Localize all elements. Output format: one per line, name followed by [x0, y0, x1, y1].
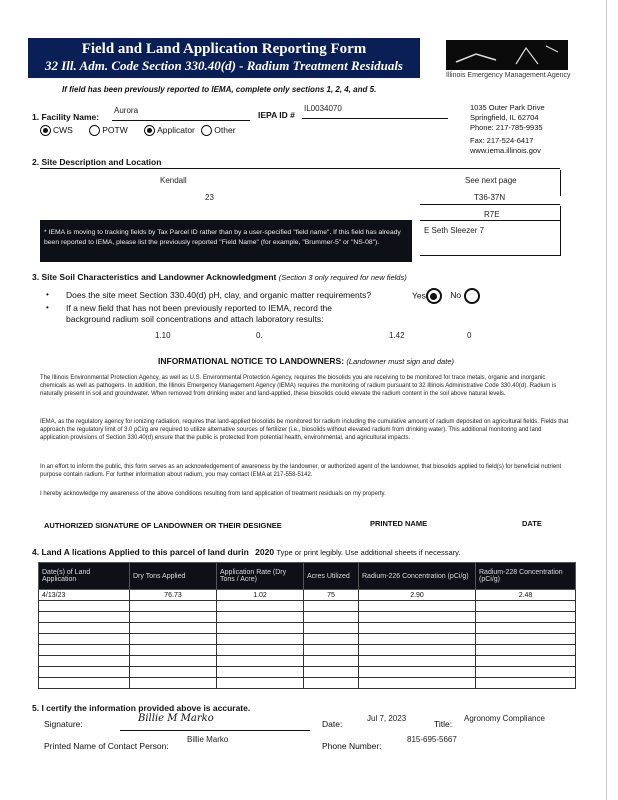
- table-cell[interactable]: [476, 601, 576, 612]
- phone-value[interactable]: 815-695-5667: [407, 735, 457, 744]
- soil-value-3[interactable]: 1.42: [389, 331, 405, 340]
- form-instructions: If field has been previously reported to IEMA, complete only sections 1, 2, 4, and 5.: [62, 85, 377, 94]
- col-app-rate: Application Rate (Dry Tons / Acre): [217, 563, 304, 590]
- form-title: Field and Land Application Reporting Form: [81, 41, 367, 57]
- phone-label: Phone Number:: [322, 741, 382, 751]
- section4-heading-note: Type or print legibly. Use additional sheets if necessary.: [276, 548, 461, 557]
- table-cell[interactable]: 75: [304, 590, 359, 601]
- table-cell[interactable]: [359, 656, 476, 667]
- table-cell[interactable]: [304, 623, 359, 634]
- facility-type-options: [40, 125, 236, 136]
- table-body: [39, 590, 576, 689]
- township-value[interactable]: T36-37N: [474, 193, 506, 202]
- table-cell[interactable]: [476, 656, 576, 667]
- table-cell[interactable]: [476, 678, 576, 689]
- table-cell[interactable]: [217, 634, 304, 645]
- table-header-row: [39, 563, 576, 590]
- table-cell[interactable]: [217, 678, 304, 689]
- table-row: [39, 667, 576, 678]
- table-cell[interactable]: [39, 645, 130, 656]
- col-acres: Acres Utilized: [304, 563, 359, 590]
- county-value[interactable]: Kendall: [160, 176, 187, 185]
- option-other[interactable]: Other: [201, 125, 235, 135]
- option-cws[interactable]: CWS: [40, 125, 73, 135]
- table-row: [39, 601, 576, 612]
- other-radio[interactable]: [201, 125, 212, 136]
- soil-question: Does the site meet Section 330.40(d) pH, clay, and organic matter requirements?: [66, 290, 372, 300]
- notice-paragraph-3: In an effort to inform the public, this form serves as an acknowledgement of awareness by the landowner, or authorized agent of the landowner, that biosolids applied to field(s) for beneficial nutrient purpose contain radium. For further information about radium, you may contact IEMA at 217-558-5142.: [40, 464, 562, 478]
- land-application-table: [38, 562, 576, 689]
- form-title-band: [28, 38, 420, 78]
- section2-top-line: [40, 168, 560, 169]
- agency-phone: Phone: 217-785-9935: [470, 123, 543, 132]
- table-cell[interactable]: 76.73: [130, 590, 217, 601]
- facility-name-line: [112, 120, 250, 121]
- section3-heading: 3. Site Soil Characteristics and Landowner Acknowledgment: [32, 272, 277, 282]
- table-row: [39, 634, 576, 645]
- table-cell[interactable]: [217, 667, 304, 678]
- section4-heading-wrap: [32, 547, 460, 557]
- table-cell[interactable]: [476, 645, 576, 656]
- table-cell[interactable]: [39, 634, 130, 645]
- table-cell[interactable]: [217, 656, 304, 667]
- table-cell[interactable]: 2.48: [476, 590, 576, 601]
- section3-heading-wrap: [32, 272, 407, 282]
- option-applicator[interactable]: Applicator: [144, 125, 195, 135]
- owner-value[interactable]: E Seth Sleezer 7: [424, 226, 485, 235]
- table-row: [39, 656, 576, 667]
- no-radio[interactable]: [464, 288, 480, 304]
- agency-web: www.iema.illinois.gov: [470, 146, 541, 155]
- title-label: Title:: [434, 719, 453, 729]
- table-row: [39, 645, 576, 656]
- section3-heading-note: (Section 3 only required for new fields): [278, 273, 407, 282]
- table-cell[interactable]: [39, 623, 130, 634]
- notice-paragraph-4: I hereby acknowledge my awareness of the above conditions resulting from land application of treatment residuals on my property.: [40, 491, 386, 497]
- col-ra228: Radium-228 Concentration (pCi/g): [476, 563, 576, 590]
- iepa-id-label: IEPA ID #: [258, 110, 295, 120]
- table-cell[interactable]: [39, 678, 130, 689]
- parcel-value[interactable]: See next page: [465, 176, 517, 185]
- table-cell[interactable]: [304, 601, 359, 612]
- section2-right-bracket: [560, 170, 561, 196]
- table-row: [39, 590, 576, 601]
- county-number-value[interactable]: 23: [205, 193, 214, 202]
- section5-heading: 5. I certify the information provided above is accurate.: [32, 703, 251, 713]
- agency-contact: [470, 103, 545, 156]
- table-cell[interactable]: [476, 623, 576, 634]
- table-cell[interactable]: [476, 667, 576, 678]
- table-row: [39, 623, 576, 634]
- bullet-1: •: [46, 290, 49, 299]
- table-cell[interactable]: [130, 623, 217, 634]
- form-subtitle: 32 Ill. Adm. Code Section 330.40(d) - Radium Treatment Residuals: [45, 58, 403, 73]
- col-dry-tons: Dry Tons Applied: [130, 563, 217, 590]
- table-cell[interactable]: [39, 656, 130, 667]
- section2-heading: 2. Site Description and Location: [32, 157, 162, 167]
- notice-heading: [158, 356, 454, 366]
- table-cell[interactable]: [476, 612, 576, 623]
- section2-row-line: [420, 204, 560, 205]
- printed-name-value[interactable]: Billie Marko: [187, 735, 229, 744]
- table-cell[interactable]: [39, 667, 130, 678]
- background-radium-q1: If a new field that has not been previously reported to IEMA, record the: [66, 303, 333, 313]
- notice-paragraph-2: IEMA, as the regulatory agency for ionizing radiation, requires that land-applied biosolids be monitored for radium including the cumulative amount of radium deposited on agricultural fields. Fields that approach the regulatory limit of 3.0 pCi/g are required to utilize alternative sources of fertilizer (i.e., biosolids without elevated radium from drinking water). This additional monitoring and land application provisions of Section 330.40(d) ensure that the public is protected from potential health, environmental, and agricultural impacts.: [40, 419, 569, 441]
- section1-heading: 1. Facility Name:: [32, 112, 100, 122]
- table-cell[interactable]: [359, 667, 476, 678]
- table-cell[interactable]: [39, 601, 130, 612]
- table-cell[interactable]: [359, 612, 476, 623]
- notice-paragraph-1: The Illinois Environmental Protection Agency, as well as U.S. Environmental Protection Agency, requires the biosolids you are receiving to be monitored for trace metals, organic and inorganic chemicals as well as pathogens. In addition, the Illinois Emergency Management Agency (IEMA) requires the monitoring of radium pursuant to 32 Illinois Administrative Code 330.40(d). Radium is naturally present in soil and groundwater. When removed from drinking water and land-applied, these biosolids could elevate the radium content in the soil above natural levels.: [40, 375, 557, 397]
- table-cell[interactable]: 2.90: [359, 590, 476, 601]
- table-cell[interactable]: [217, 645, 304, 656]
- table-cell[interactable]: 4/13/23: [39, 590, 130, 601]
- table-cell[interactable]: [476, 634, 576, 645]
- table-cell[interactable]: [304, 656, 359, 667]
- table-cell[interactable]: [217, 601, 304, 612]
- table-cell[interactable]: [304, 678, 359, 689]
- table-row: [39, 678, 576, 689]
- notice-title: INFORMATIONAL NOTICE TO LANDOWNERS:: [158, 356, 345, 366]
- col-ra226: Radium-226 Concentration (pCi/g): [359, 563, 476, 590]
- agency-address1: 1035 Outer Park Drive: [470, 103, 545, 112]
- yes-label: Yes: [412, 290, 426, 301]
- soil-value-2[interactable]: 0.: [256, 331, 263, 340]
- iepa-id-line: [302, 118, 448, 119]
- logo-mark-icon: [446, 40, 568, 70]
- iema-logo: [446, 40, 568, 70]
- landowner-signature-label: AUTHORIZED SIGNATURE OF LANDOWNER OR THEIR DESIGNEE: [44, 521, 282, 530]
- agency-fax: Fax: 217-524-6417: [470, 136, 534, 145]
- table-cell[interactable]: [130, 634, 217, 645]
- table-cell[interactable]: [359, 678, 476, 689]
- agency-name: Illinois Emergency Management Agency: [446, 72, 571, 79]
- date-value[interactable]: Jul 7, 2023: [367, 714, 407, 723]
- iepa-id-value[interactable]: IL0034070: [304, 104, 342, 113]
- table-cell[interactable]: [304, 667, 359, 678]
- range-value[interactable]: R7E: [484, 210, 500, 219]
- potw-radio[interactable]: [89, 125, 100, 136]
- field-name-note: * IEMA is moving to tracking fields by Tax Parcel ID rather than by a user-specified "field name". If this field has already been reported to IEMA, please list the previously reported "Field Name" (for example, "Brummer-5" or "NS-08").: [40, 220, 412, 262]
- table-cell[interactable]: [304, 612, 359, 623]
- table-cell[interactable]: [130, 612, 217, 623]
- table-cell[interactable]: [130, 656, 217, 667]
- table-cell[interactable]: [39, 612, 130, 623]
- table-cell[interactable]: [359, 645, 476, 656]
- printed-name-label: Printed Name of Contact Person:: [44, 741, 169, 751]
- soil-answer: [412, 288, 482, 304]
- table-cell[interactable]: [217, 612, 304, 623]
- facility-name-value[interactable]: Aurora: [114, 106, 139, 115]
- landowner-printed-name-label: PRINTED NAME: [370, 519, 428, 528]
- notice-title-note: (Landowner must sign and date): [346, 357, 454, 366]
- option-potw[interactable]: POTW: [89, 125, 128, 135]
- bullet-2: •: [46, 303, 49, 312]
- section2-row-line-2: [420, 220, 560, 221]
- table-cell[interactable]: [217, 623, 304, 634]
- background-radium-q2: background radium soil concentrations and attach laboratory results:: [66, 314, 324, 324]
- section4-heading: 4. Land A lications Applied to this parcel of land durin: [32, 547, 249, 557]
- table-cell[interactable]: [130, 601, 217, 612]
- table-cell[interactable]: [130, 667, 217, 678]
- applicator-radio[interactable]: [144, 125, 155, 136]
- section2-bottom-line: [420, 255, 561, 256]
- scan-edge: [606, 0, 607, 800]
- table-cell[interactable]: [130, 678, 217, 689]
- table-cell[interactable]: 1.02: [217, 590, 304, 601]
- contact-signature[interactable]: Billie M Marko: [138, 713, 214, 724]
- no-label: No: [450, 290, 462, 301]
- table-cell[interactable]: [130, 645, 217, 656]
- soil-value-1[interactable]: 1.10: [155, 331, 171, 340]
- landowner-date-label: DATE: [522, 519, 542, 528]
- col-date: Date(s) of Land Application: [39, 563, 130, 590]
- section2-right-bracket-2: [560, 206, 561, 256]
- agency-address2: Springfield, IL 62704: [470, 113, 539, 122]
- yes-radio[interactable]: [426, 288, 442, 304]
- table-cell[interactable]: [304, 634, 359, 645]
- table-row: [39, 612, 576, 623]
- table-cell[interactable]: [359, 634, 476, 645]
- signature-label: Signature:: [44, 719, 83, 729]
- cws-radio[interactable]: [40, 125, 51, 136]
- signature-line: [120, 730, 310, 731]
- soil-value-4[interactable]: 0: [467, 331, 472, 340]
- table-cell[interactable]: [359, 601, 476, 612]
- section4-year[interactable]: 2020: [255, 547, 275, 557]
- table-cell[interactable]: [359, 623, 476, 634]
- title-value[interactable]: Agronomy Compliance: [464, 714, 545, 723]
- table-cell[interactable]: [304, 645, 359, 656]
- date-label: Date:: [322, 719, 343, 729]
